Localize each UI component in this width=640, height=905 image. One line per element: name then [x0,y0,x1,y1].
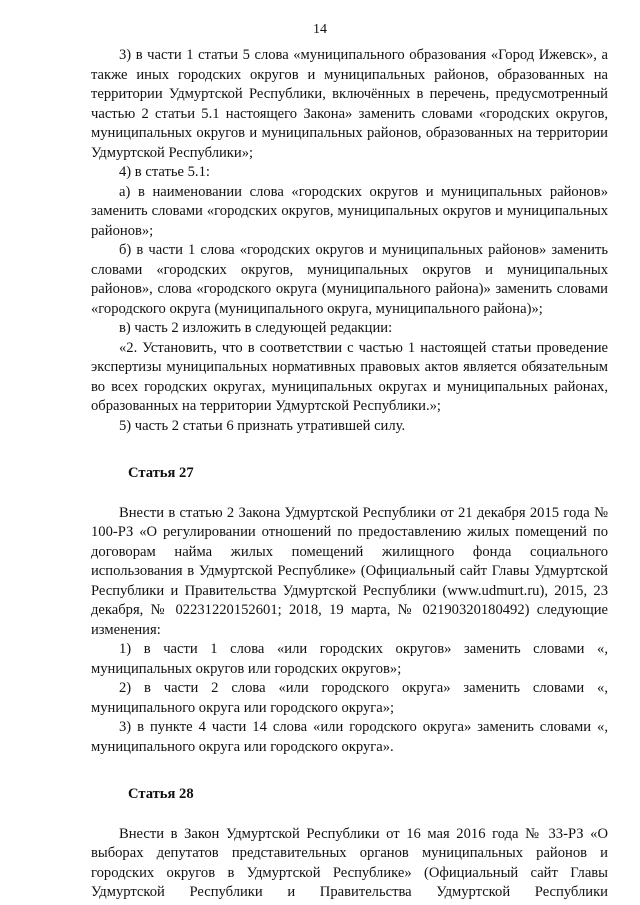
document-body [91,46,608,903]
paragraph-item-4a: а) в наименовании слова «городских округов и муниципальных районов» заменить словами «городских округов, муниципальных округов и муниципальных районов»; [91,183,608,239]
paragraph-item-3: 3) в части 1 статьи 5 слова «муниципального образования «Город Ижевск», а также иных городских округов и муниципальных районов, образованных на территории Удмуртской Республики, включённых в перечень, предусмотренный частью 2 статьи 5.1 настоящего Закона» заменить словами «городских округов, муниципальных округов и муниципальных районов, образованных на территории Удмуртской Республики»; [91,47,608,161]
article-27-item-1: 1) в части 1 слова «или городских округов» заменить словами «, муниципальных округов или городских округов»; [91,641,608,677]
article-28-heading: Статья 28 [128,786,194,802]
paragraph-quoted-part-2: «2. Установить, что в соответствии с частью 1 настоящей статьи проведение экспертизы муниципальных нормативных правовых актов является обязательным во всех городских округах, муниципальных округах и муниципальных районах, образованных на территории Удмуртской Республики.»; [91,339,608,414]
paragraph-item-4v: в) часть 2 изложить в следующей редакции: [119,320,393,336]
paragraph-item-4b: б) в части 1 слова «городских округов и муниципальных районов» заменить словами «городских округов, муниципальных округов и муниципальных районов», слова «городского округа (муниципального района)» заменить словами «городского округа (муниципального округа, муниципального района)»; [91,242,608,317]
page-number: 14 [313,22,327,37]
paragraph-item-4: 4) в статье 5.1: [119,164,210,180]
article-28-intro: Внести в Закон Удмуртской Республики от 16 мая 2016 года № 33-РЗ «О выборах депутатов представительных органов муниципальных районов и городских округов в Удмуртской Республике» (Официальный сайт Главы Удмуртской Республики и Правительства Удмуртской Республики [91,825,608,900]
article-27-item-3: 3) в пункте 4 части 14 слова «или городского округа» заменить словами «, муниципального округа или городского округа». [91,719,608,755]
article-27-item-2: 2) в части 2 слова «или городского округа» заменить словами «, муниципального округа или городского округа»; [91,680,608,716]
article-27-intro: Внести в статью 2 Закона Удмуртской Республики от 21 декабря 2015 года № 100-РЗ «О регулировании отношений по предоставлению жилых помещений по договорам найма жилых помещений жилищного фонда социального использования в Удмуртской Республике» (Официальный сайт Главы Удмуртской Республики и Правительства Удмуртской Республики (www.udmurt.ru), 2015, 23 декабря, № 02231220152601; 2018, 19 марта, № 02190320180492) следующие изменения: [91,504,608,638]
article-27-heading: Статья 27 [128,465,194,481]
paragraph-item-5: 5) часть 2 статьи 6 признать утратившей силу. [119,417,406,434]
